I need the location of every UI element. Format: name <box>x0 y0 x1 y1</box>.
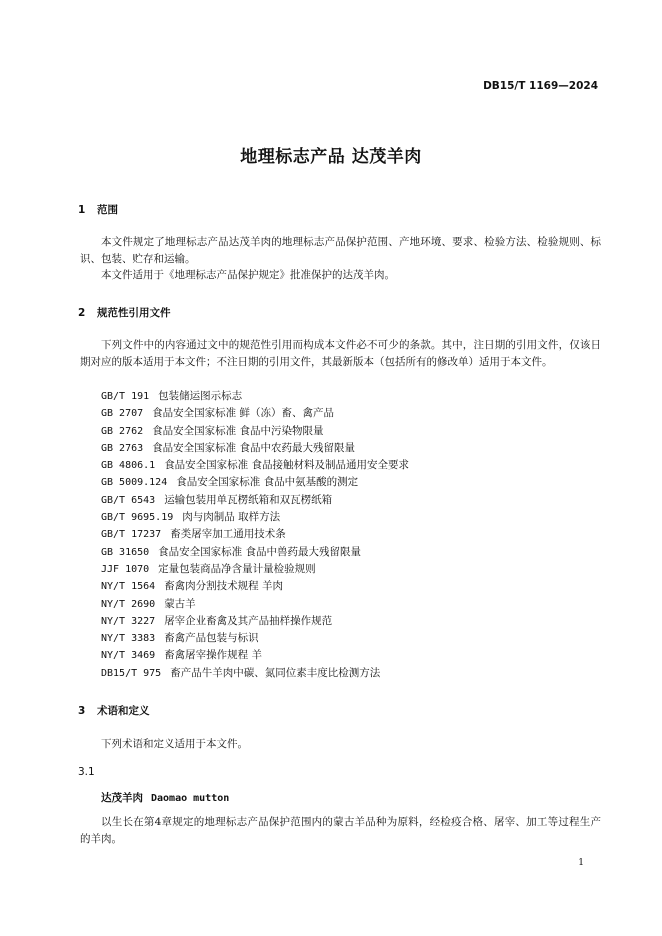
reference-code: NY/T 1564 <box>101 581 156 593</box>
reference-title: 运输包装用单瓦楞纸箱和双瓦楞纸箱 <box>164 493 333 506</box>
reference-item <box>101 388 409 405</box>
reference-code: GB 2763 <box>101 442 144 454</box>
section-title: 术语和定义 <box>97 705 150 717</box>
reference-title: 屠宰企业畜禽及其产品抽样操作规范 <box>164 614 333 627</box>
reference-title: 肉与肉制品 取样方法 <box>182 511 281 524</box>
section-3-heading <box>78 703 150 718</box>
reference-title: 包装储运图示标志 <box>158 390 243 402</box>
section-1-heading <box>78 202 118 217</box>
reference-item <box>101 423 409 440</box>
reference-item <box>101 561 409 578</box>
reference-item <box>101 440 409 457</box>
reference-code: NY/T 2690 <box>101 598 156 610</box>
term-entry <box>101 790 229 805</box>
section-title: 规范性引用文件 <box>97 307 171 319</box>
reference-code: GB 31650 <box>101 546 150 558</box>
reference-title: 食品安全国家标准 食品中农药最大残留限量 <box>152 441 355 454</box>
reference-item <box>101 492 409 509</box>
reference-code: NY/T 3227 <box>101 615 156 627</box>
term-definition: 以生长在第4章规定的地理标志产品保护范围内的蒙古羊品种为原料，经检疫合格、屠宰、加工等过程生产的羊肉。 <box>80 816 601 845</box>
reference-title: 畜产品牛羊肉中碳、氮同位素丰度比检测方法 <box>170 666 381 679</box>
reference-code: GB/T 6543 <box>101 494 156 506</box>
reference-code: GB 2762 <box>101 425 144 437</box>
reference-item <box>101 509 409 526</box>
reference-code: GB 5009.124 <box>101 477 168 489</box>
reference-title: 畜禽肉分割技术规程 羊肉 <box>164 580 284 593</box>
reference-code: GB/T 17237 <box>101 529 162 541</box>
reference-code: GB 2707 <box>101 408 144 420</box>
term-english: Daomao mutton <box>151 793 230 804</box>
reference-code: GB/T 191 <box>101 391 150 402</box>
reference-title: 蒙古羊 <box>164 597 196 610</box>
reference-item <box>101 526 409 543</box>
reference-item <box>101 578 409 595</box>
reference-item <box>101 474 409 491</box>
reference-code: NY/T 3469 <box>101 650 156 662</box>
reference-title: 食品安全国家标准 食品接触材料及制品通用安全要求 <box>164 459 410 472</box>
reference-title: 食品安全国家标准 食品中兽药最大残留限量 <box>158 545 362 558</box>
scope-paragraph-1: 本文件规定了地理标志产品达茂羊肉的地理标志产品保护范围、产地环境、要求、检验方法、检验规则、标识、包装、贮存和运输。 <box>80 236 601 265</box>
reference-item <box>101 665 409 682</box>
reference-item <box>101 613 409 630</box>
term-chinese: 达茂羊肉 <box>101 792 143 804</box>
reference-item <box>101 405 409 422</box>
section-title: 范围 <box>97 204 118 216</box>
reference-item <box>101 630 409 647</box>
reference-code: NY/T 3383 <box>101 633 156 645</box>
reference-list <box>101 388 409 682</box>
section-number: 2 <box>78 307 86 319</box>
reference-item <box>101 544 409 561</box>
scope-paragraph-2: 本文件适用于《地理标志产品保护规定》批准保护的达茂羊肉。 <box>101 269 395 281</box>
clause-number: 3.1 <box>78 766 95 778</box>
reference-code: GB/T 9695.19 <box>101 512 174 524</box>
reference-item <box>101 596 409 613</box>
reference-item <box>101 457 409 474</box>
reference-code: DB15/T 975 <box>101 667 162 679</box>
reference-title: 畜禽产品包装与标识 <box>164 632 259 645</box>
section-number: 1 <box>78 204 86 216</box>
reference-title: 食品安全国家标准 鲜（冻）畜、禽产品 <box>152 407 334 420</box>
page-number: 1 <box>578 858 584 868</box>
terms-intro: 下列术语和定义适用于本文件。 <box>101 738 248 750</box>
reference-title: 食品安全国家标准 食品中氨基酸的测定 <box>176 476 359 489</box>
reference-title: 定量包装商品净含量计量检验规则 <box>158 562 316 575</box>
section-number: 3 <box>78 705 86 717</box>
standard-code: DB15/T 1169—2024 <box>483 80 598 92</box>
document-title: 地理标志产品 达茂羊肉 <box>240 147 422 167</box>
reference-title: 畜类屠宰加工通用技术条 <box>170 528 286 541</box>
reference-code: GB 4806.1 <box>101 460 156 472</box>
reference-item <box>101 647 409 664</box>
reference-title: 食品安全国家标准 食品中污染物限量 <box>152 424 324 437</box>
section-2-heading <box>78 305 171 320</box>
reference-title: 畜禽屠宰操作规程 羊 <box>164 649 263 662</box>
normative-references-intro: 下列文件中的内容通过文中的规范性引用而构成本文件必不可少的条款。其中，注日期的引用文件，仅该日期对应的版本适用于本文件；不注日期的引用文件，其最新版本（包括所有的修改单）适用于本文件。 <box>80 339 601 368</box>
reference-code: JJF 1070 <box>101 563 150 575</box>
